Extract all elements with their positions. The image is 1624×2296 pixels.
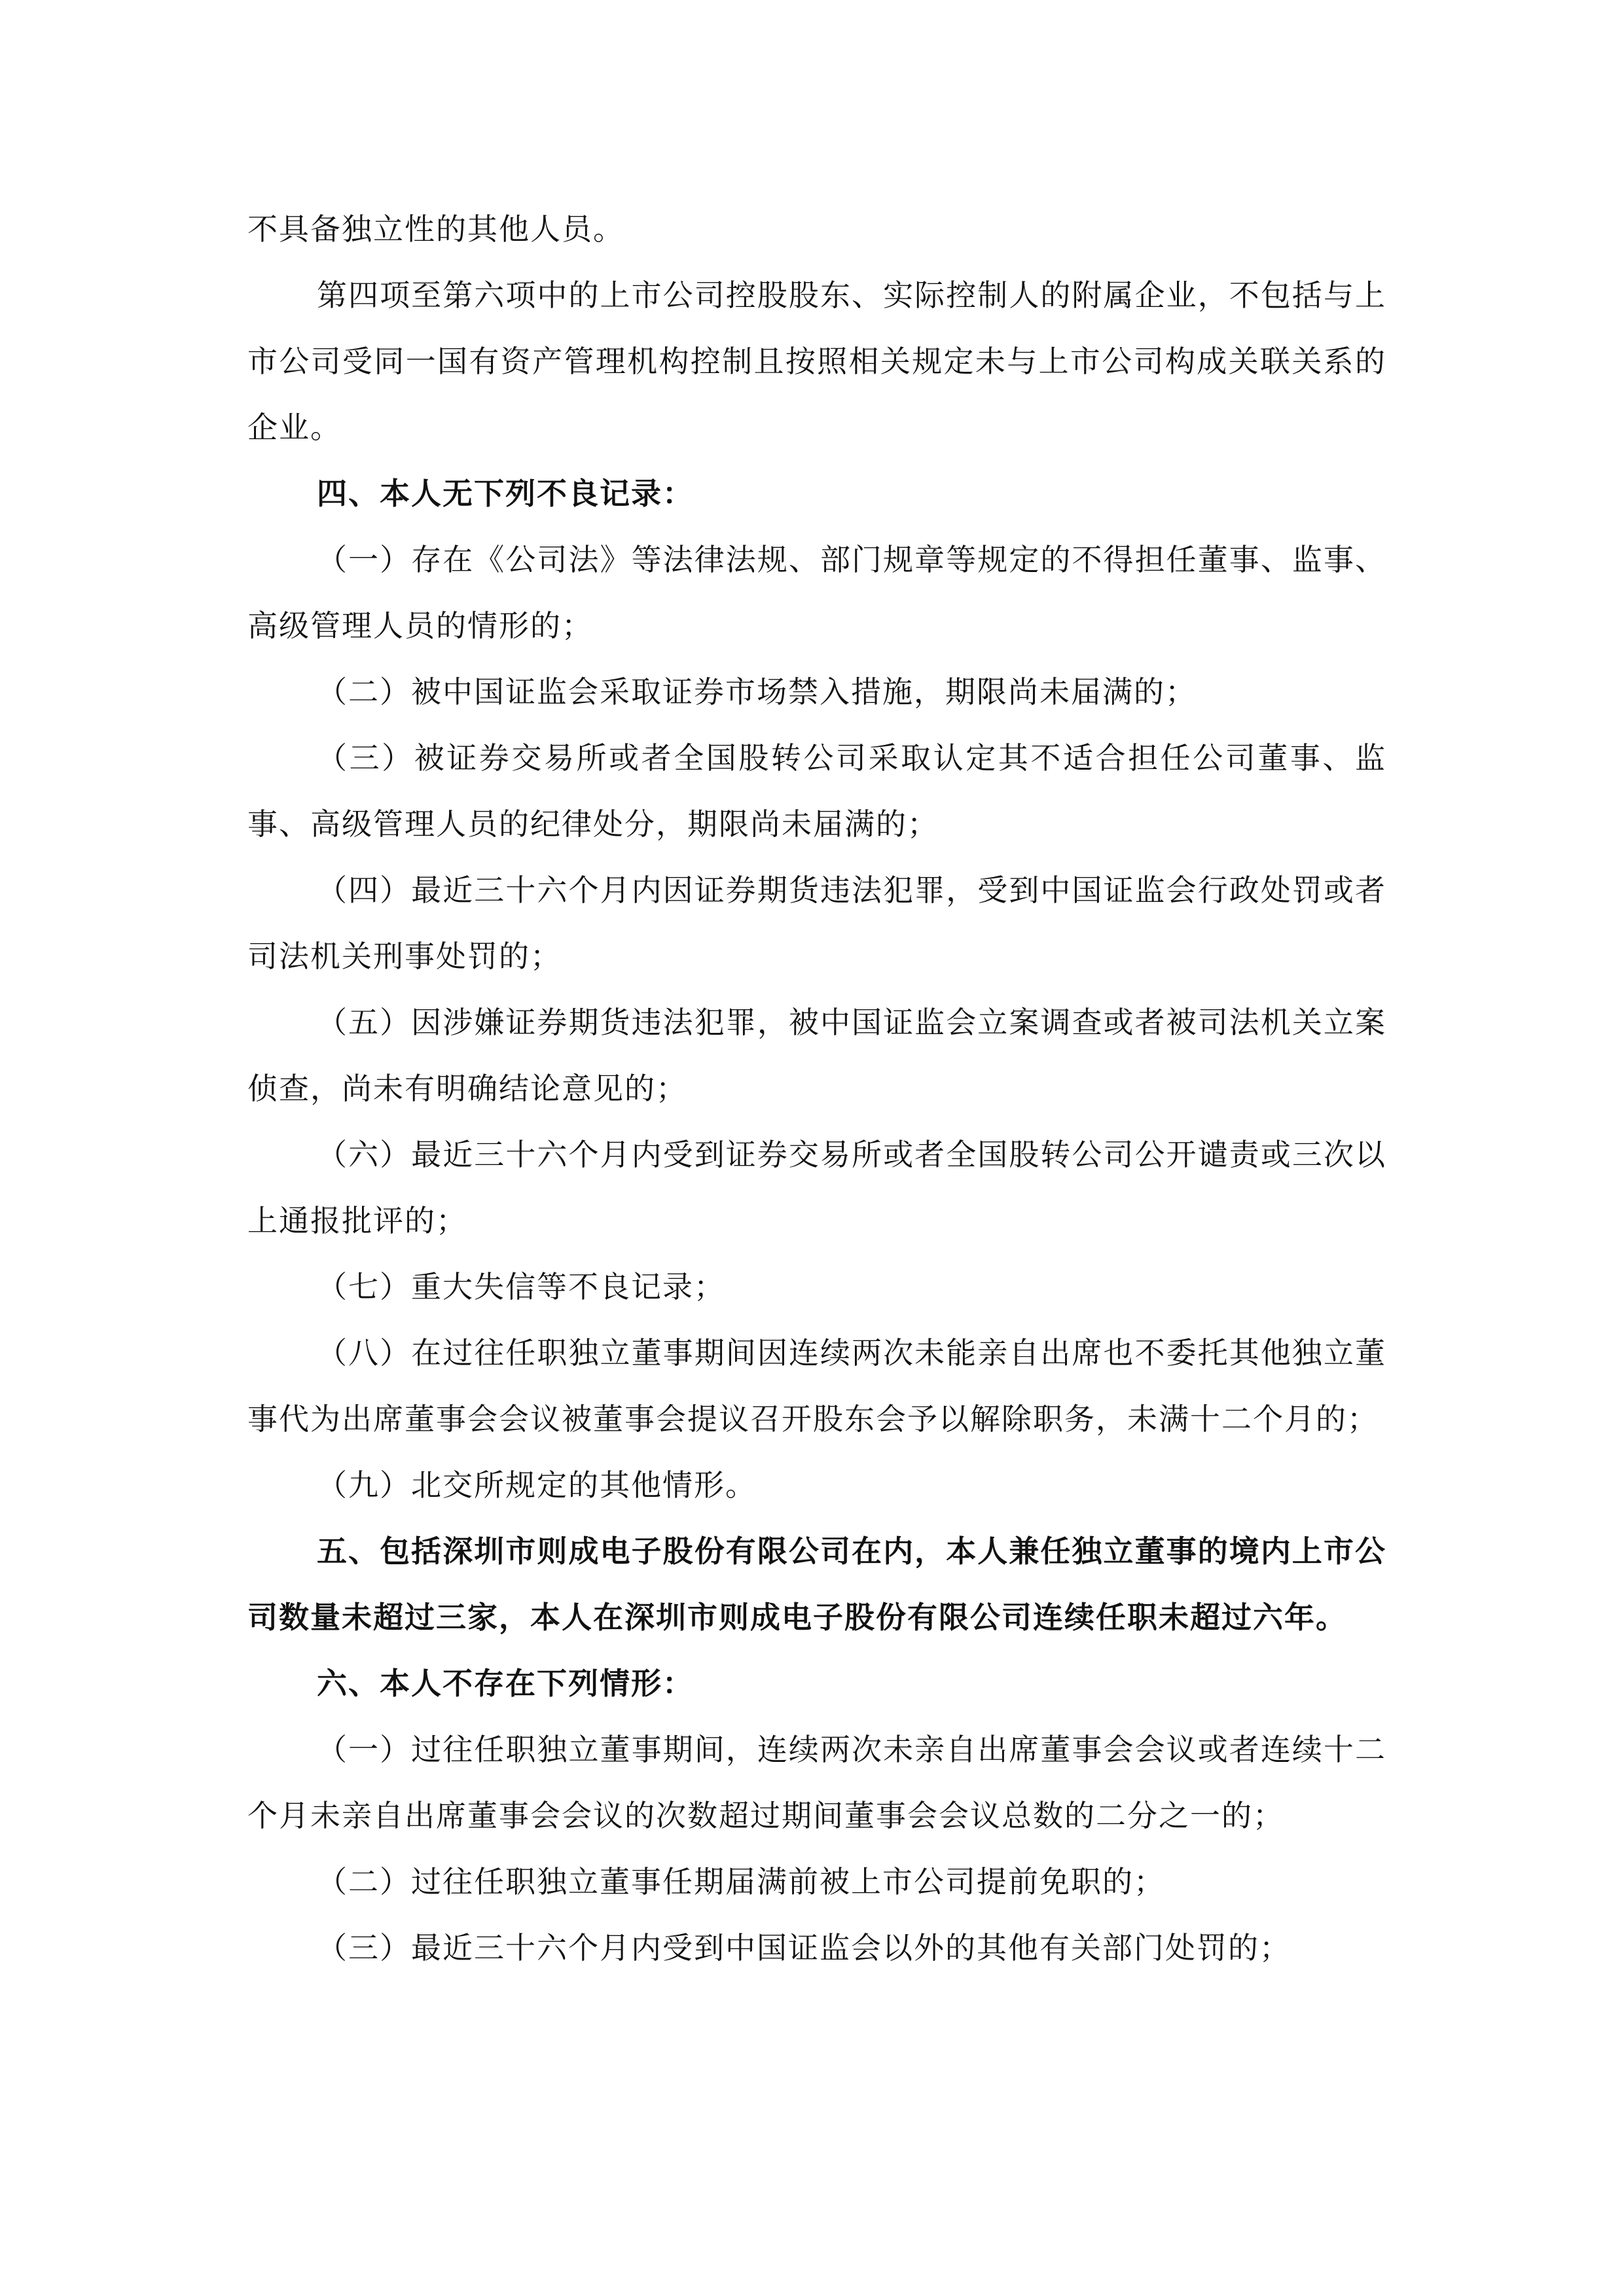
list-item: （五）因涉嫌证券期货违法犯罪，被中国证监会立案调查或者被司法机关立案侦查，尚未有明确结论意见的； <box>247 1005 1386 1106</box>
list-item: （三）最近三十六个月内受到中国证监会以外的其他有关部门处罚的； <box>317 1930 1291 1965</box>
list-item: （三）被证券交易所或者全国股转公司采取认定其不适合担任公司董事、监事、高级管理人员的纪律处分，期限尚未届满的； <box>247 740 1386 842</box>
paragraph-continuation: 不具备独立性的其他人员。 <box>247 211 624 247</box>
list-item: （一）过往任职独立董事期间，连续两次未亲自出席董事会会议或者连续十二个月未亲自出席董事会会议的次数超过期间董事会会议总数的二分之一的； <box>247 1732 1386 1833</box>
list-item: （二）被中国证监会采取证券市场禁入措施，期限尚未届满的； <box>317 674 1197 709</box>
list-item: （九）北交所规定的其他情形。 <box>317 1467 757 1503</box>
document-body <box>247 196 1386 1981</box>
section-heading-four: 四、本人无下列不良记录： <box>317 476 694 511</box>
list-item: （二）过往任职独立董事任期届满前被上市公司提前免职的； <box>317 1864 1165 1899</box>
section-heading-five: 五、包括深圳市则成电子股份有限公司在内，本人兼任独立董事的境内上市公司数量未超过三家，本人在深圳市则成电子股份有限公司连续任职未超过六年。 <box>247 1534 1386 1635</box>
section-heading-six: 六、本人不存在下列情形： <box>317 1666 694 1701</box>
list-item: （一）存在《公司法》等法律法规、部门规章等规定的不得担任董事、监事、高级管理人员的情形的； <box>247 542 1386 643</box>
list-item: （八）在过往任职独立董事期间因连续两次未能亲自出席也不委托其他独立董事代为出席董事会会议被董事会提议召开股东会予以解除职务，未满十二个月的； <box>247 1335 1386 1437</box>
list-item: （七）重大失信等不良记录； <box>317 1269 725 1304</box>
list-item: （四）最近三十六个月内因证券期货违法犯罪，受到中国证监会行政处罚或者司法机关刑事处罚的； <box>247 872 1386 974</box>
paragraph-affiliate-note: 第四项至第六项中的上市公司控股股东、实际控制人的附属企业，不包括与上市公司受同一国有资产管理机构控制且按照相关规定未与上市公司构成关联关系的企业。 <box>247 278 1386 445</box>
list-item: （六）最近三十六个月内受到证券交易所或者全国股转公司公开谴责或三次以上通报批评的； <box>247 1137 1386 1238</box>
